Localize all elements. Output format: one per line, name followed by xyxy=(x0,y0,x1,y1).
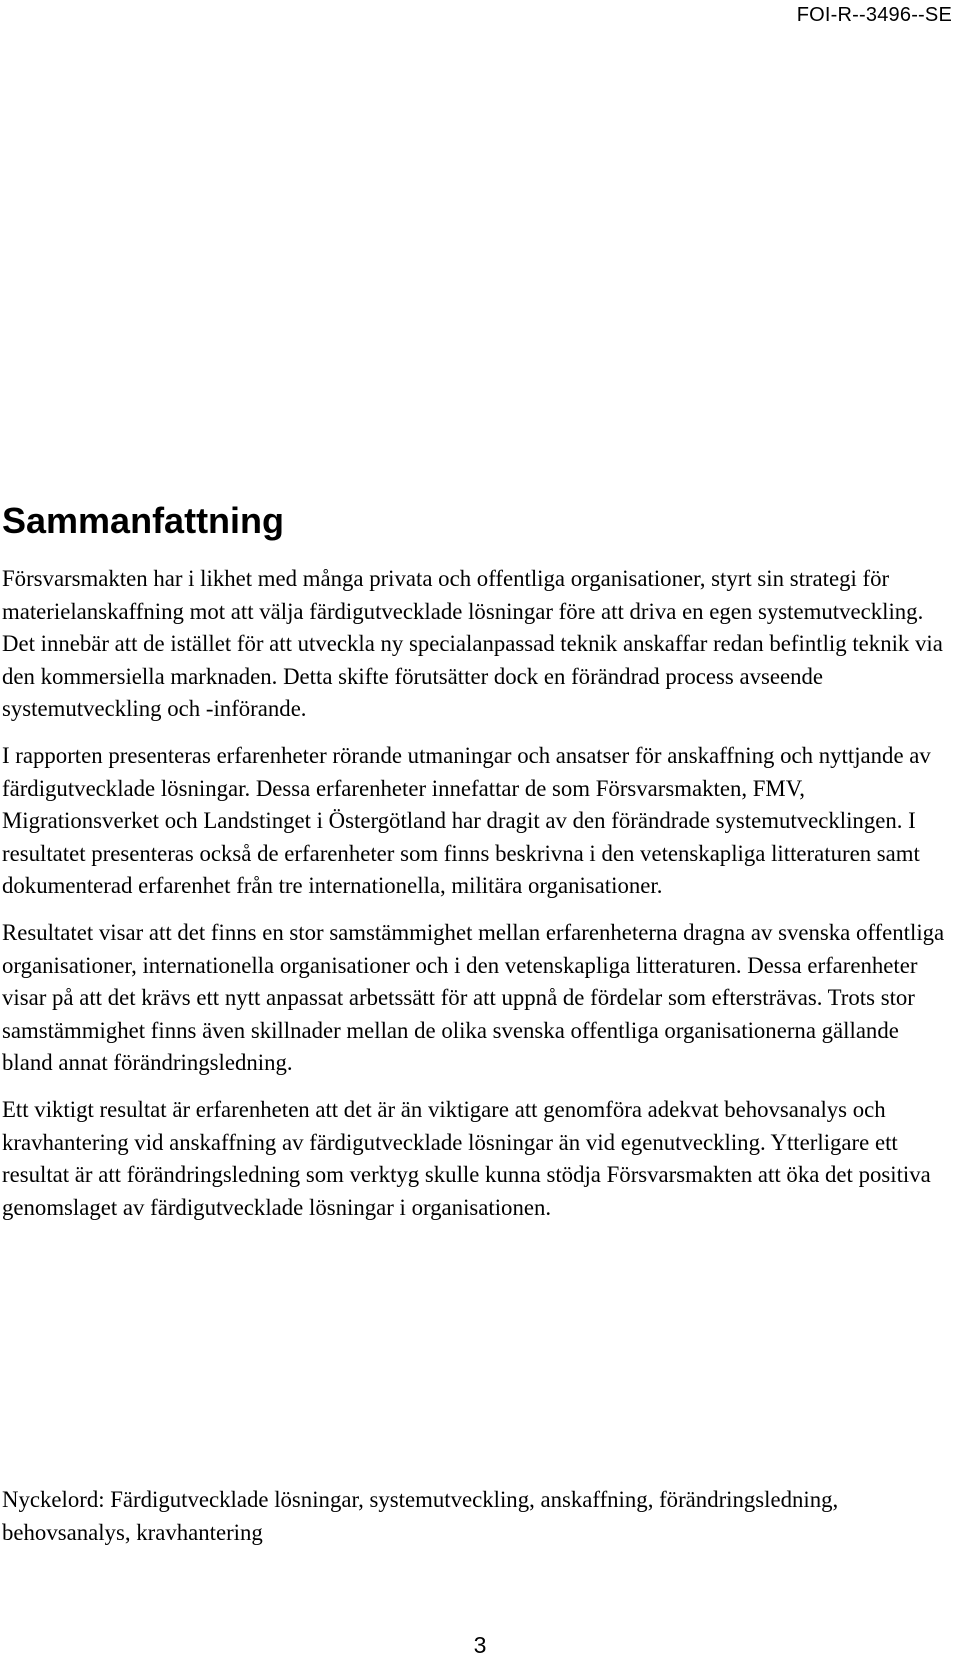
summary-paragraph-2: I rapporten presenteras erfarenheter rörande utmaningar och ansatser för anskaffning och nyttjande av färdigutvecklade lösningar. Dessa erfarenheter innefattar de som Försvarsmakten, FMV, Migrationsverket och Landstinget i Östergötland har dragit av den förändrade systemutvecklingen. I resultatet presenteras också de erfarenheter som finns beskrivna i den vetenskapliga litteraturen samt dokumenterad erfarenhet från tre internationella, militära organisationer. xyxy=(2,742,931,899)
keywords: Nyckelord: Färdigutvecklade lösningar, systemutveckling, anskaffning, förändringsledning, behovsanalys, kravhantering xyxy=(2,1487,839,1545)
summary-body xyxy=(2,563,946,1238)
page-number: 3 xyxy=(473,1632,487,1658)
summary-paragraph-4: Ett viktigt resultat är erfarenheten att det är än viktigare att genomföra adekvat behovsanalys och kravhantering vid anskaffning av färdigutvecklade lösningar än vid egenutveckling. Ytterligare ett resultat är att förändringsledning som verktyg skulle kunna stödja Försvarsmakten att öka det positiva genomslaget av färdigutvecklade lösningar i organisationen. xyxy=(2,1096,931,1220)
report-id: FOI-R--3496--SE xyxy=(796,4,952,26)
summary-paragraph-3: Resultatet visar att det finns en stor samstämmighet mellan erfarenheterna dragna av svenska offentliga organisationer, internationella organisationer och i den vetenskapliga litteraturen. Dessa erfarenheter visar på att det krävs ett nytt anpassat arbetssätt för att uppnå de fördelar som eftersträvas. Trots stor samstämmighet finns även skillnader mellan de olika svenska offentliga organisationerna gällande bland annat förändringsledning. xyxy=(2,919,945,1076)
summary-paragraph-1: Försvarsmakten har i likhet med många privata och offentliga organisationer, styrt sin strategi för materielanskaffning mot att välja färdigutvecklade lösningar före att driva en egen systemutveckling. Det innebär att de istället för att utveckla ny specialanpassad teknik anskaffar redan befintlig teknik via den kommersiella marknaden. Detta skifte förutsätter dock en förändrad process avseende systemutveckling och -införande. xyxy=(2,566,943,722)
page-title: Sammanfattning xyxy=(2,500,285,541)
